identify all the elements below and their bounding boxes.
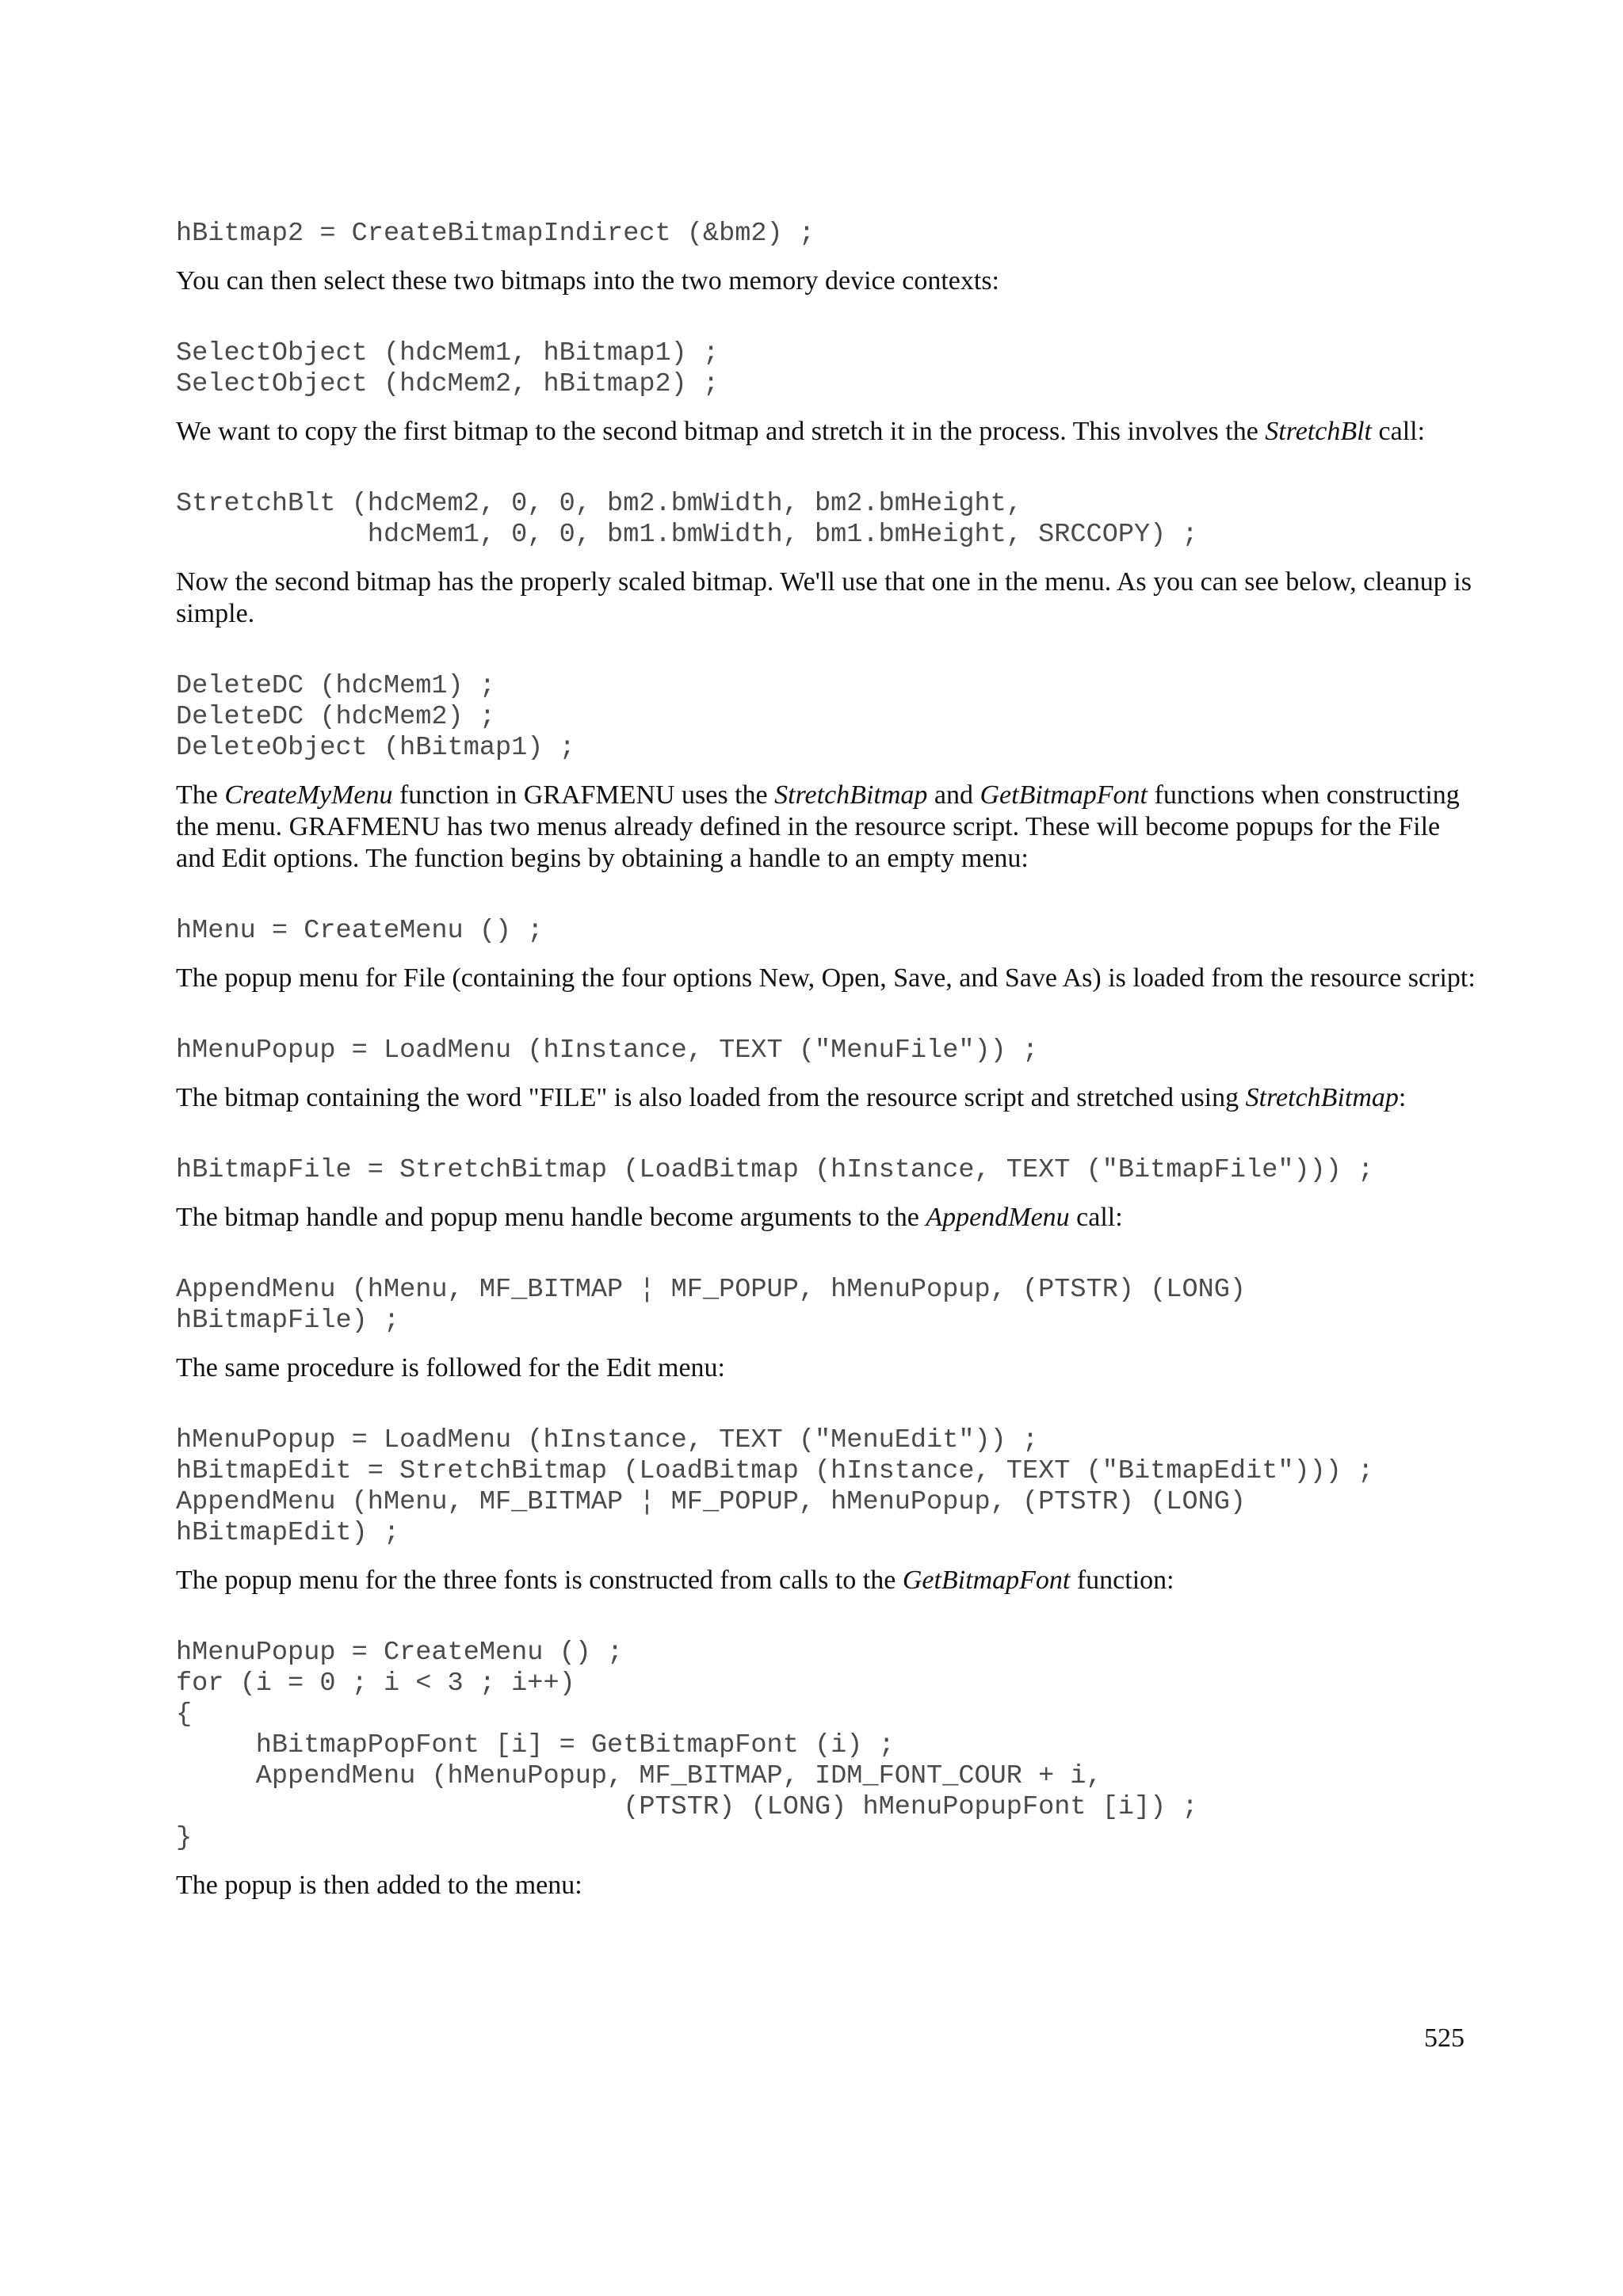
- paragraph: [176, 1870, 1476, 1901]
- paragraph-text: The popup menu for File (containing the four options New, Open, Save, and Save As) is loaded from the resource script:: [176, 963, 1476, 993]
- code-line: SelectObject (hdcMem2, hBitmap2) ;: [176, 369, 720, 399]
- paragraph: [176, 1202, 1476, 1234]
- code-block: [176, 219, 1476, 250]
- paragraph: [176, 566, 1476, 630]
- code-line: hBitmap2 = CreateBitmapIndirect (&bm2) ;: [176, 219, 815, 249]
- code-block: [176, 1638, 1476, 1854]
- paragraph-text: The bitmap handle and popup menu handle become arguments to the: [176, 1203, 926, 1232]
- code-block: [176, 1035, 1476, 1066]
- code-line: }: [176, 1823, 193, 1853]
- paragraph-emphasis: StretchBlt: [1265, 417, 1373, 446]
- paragraph-emphasis: StretchBitmap: [774, 780, 928, 810]
- paragraph-emphasis: AppendMenu: [926, 1203, 1070, 1232]
- code-line: hBitmapEdit) ;: [176, 1518, 400, 1548]
- code-line: hBitmapPopFont [i] = GetBitmapFont (i) ;: [176, 1730, 895, 1760]
- paragraph: [176, 780, 1476, 875]
- code-line: hBitmapFile) ;: [176, 1306, 400, 1336]
- paragraph-text: Now the second bitmap has the properly scaled bitmap. We'll use that one in the menu. As you can see below, cleanup is simple.: [176, 567, 1472, 628]
- paragraph-text: function in GRAFMENU uses the: [392, 780, 775, 810]
- paragraph-emphasis: CreateMyMenu: [224, 780, 393, 810]
- code-line: {: [176, 1699, 193, 1730]
- paragraph-text: We want to copy the first bitmap to the second bitmap and stretch it in the process. This involves the: [176, 417, 1266, 446]
- paragraph-emphasis: StretchBitmap: [1245, 1083, 1399, 1112]
- paragraph: [176, 1352, 1476, 1384]
- code-block: [176, 489, 1476, 551]
- code-block: [176, 916, 1476, 947]
- code-block: [176, 671, 1476, 764]
- paragraph: [176, 1082, 1476, 1114]
- code-line: StretchBlt (hdcMem2, 0, 0, bm2.bmWidth, bm2.bmHeight,: [176, 489, 1022, 519]
- code-block: [176, 1275, 1476, 1337]
- paragraph: [176, 416, 1476, 448]
- paragraph-text: The popup menu for the three fonts is constructed from calls to the: [176, 1566, 903, 1595]
- code-line: DeleteDC (hdcMem2) ;: [176, 702, 496, 732]
- code-line: hMenuPopup = LoadMenu (hInstance, TEXT ("MenuFile")) ;: [176, 1035, 1039, 1066]
- paragraph-text: The: [176, 780, 225, 810]
- paragraph-text: You can then select these two bitmaps into the two memory device contexts:: [176, 266, 999, 296]
- code-block: [176, 1155, 1476, 1186]
- code-line: AppendMenu (hMenuPopup, MF_BITMAP, IDM_FONT_COUR + i,: [176, 1761, 1102, 1791]
- paragraph: [176, 265, 1476, 297]
- code-line: hMenuPopup = CreateMenu () ;: [176, 1638, 624, 1668]
- paragraph-text: call:: [1372, 417, 1426, 446]
- paragraph: [176, 1565, 1476, 1596]
- paragraph-emphasis: GetBitmapFont: [902, 1566, 1071, 1595]
- paragraph-text: :: [1398, 1083, 1407, 1112]
- code-line: hBitmapFile = StretchBitmap (LoadBitmap (hInstance, TEXT ("BitmapFile"))) ;: [176, 1155, 1374, 1185]
- code-line: hMenu = CreateMenu () ;: [176, 916, 544, 946]
- code-line: AppendMenu (hMenu, MF_BITMAP ¦ MF_POPUP, hMenuPopup, (PTSTR) (LONG): [176, 1487, 1247, 1517]
- code-block: [176, 1425, 1476, 1549]
- code-line: hBitmapEdit = StretchBitmap (LoadBitmap (hInstance, TEXT ("BitmapEdit"))) ;: [176, 1456, 1374, 1486]
- code-line: SelectObject (hdcMem1, hBitmap1) ;: [176, 338, 720, 368]
- paragraph-text: The popup is then added to the menu:: [176, 1871, 582, 1900]
- code-line: (PTSTR) (LONG) hMenuPopupFont [i]) ;: [176, 1792, 1198, 1822]
- paragraph-text: function:: [1070, 1566, 1174, 1595]
- paragraph-text: functions when constructing the menu. GRAFMENU has two menus already defined in the resource script. These will become popups for the File and Edit options. The function begins by obtaining a handle to an empty menu:: [176, 780, 1460, 873]
- code-line: hMenuPopup = LoadMenu (hInstance, TEXT ("MenuEdit")) ;: [176, 1425, 1039, 1455]
- paragraph-text: call:: [1069, 1203, 1123, 1232]
- document-page: [176, 219, 1476, 1901]
- paragraph-text: The same procedure is followed for the Edit menu:: [176, 1353, 725, 1383]
- paragraph-text: and: [927, 780, 980, 810]
- code-line: AppendMenu (hMenu, MF_BITMAP ¦ MF_POPUP, hMenuPopup, (PTSTR) (LONG): [176, 1275, 1247, 1305]
- paragraph-emphasis: GetBitmapFont: [980, 780, 1148, 810]
- code-line: for (i = 0 ; i < 3 ; i++): [176, 1669, 575, 1699]
- code-line: hdcMem1, 0, 0, bm1.bmWidth, bm1.bmHeight, SRCCOPY) ;: [176, 520, 1198, 550]
- code-line: DeleteDC (hdcMem1) ;: [176, 671, 496, 701]
- paragraph: [176, 963, 1476, 994]
- code-line: DeleteObject (hBitmap1) ;: [176, 733, 575, 763]
- code-block: [176, 338, 1476, 400]
- page-number: 525: [1424, 2023, 1465, 2053]
- paragraph-text: The bitmap containing the word "FILE" is also loaded from the resource script and stretched using: [176, 1083, 1246, 1112]
